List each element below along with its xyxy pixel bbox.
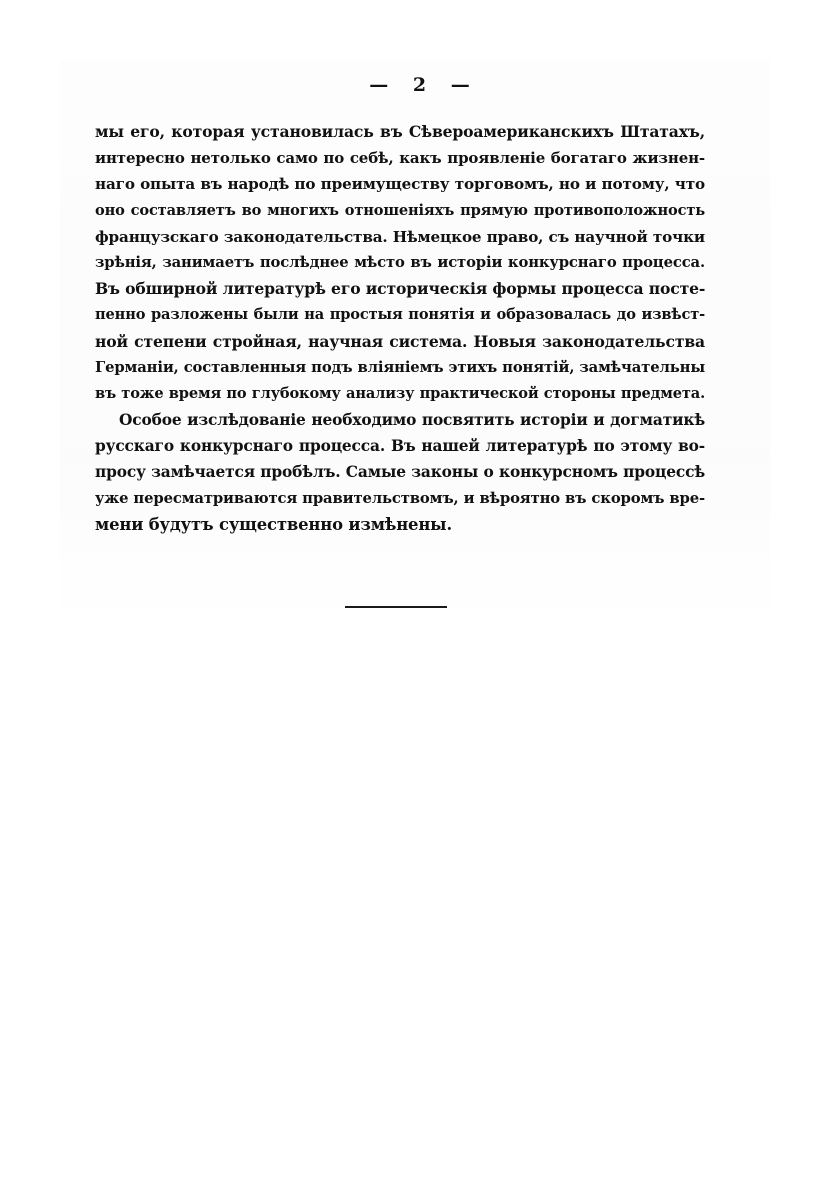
text-line: оно составляетъ во многихъ отношеніяхъ прямую противоположность (95, 201, 705, 219)
section-end-rule (345, 606, 447, 608)
text-line: русскаго конкурснаго процесса. Въ нашей литературѣ по этому во- (95, 437, 705, 456)
text-line: ной степени стройная, научная система. Новыя законодательства (95, 331, 705, 351)
text-line: пенно разложены были на простыя понятія и образовалась до извѣст- (95, 306, 705, 324)
page-number-dash-right: — (450, 74, 471, 96)
text-line: мы его, которая установилась въ Сѣвероамериканскихъ Штатахъ, (95, 122, 705, 141)
text-line: мени будутъ существенно измѣнены. (95, 514, 453, 534)
page-number-header (0, 74, 840, 96)
text-line: французскаго законодательства. Нѣмецкое право, съ научной точки (95, 227, 705, 246)
paragraph-2 (95, 407, 705, 538)
text-line: уже пересматриваются правительствомъ, и вѣроятно въ скоромъ вре- (95, 489, 705, 507)
text-line: наго опыта въ народѣ по преимуществу торговомъ, но и потому, что (95, 175, 705, 194)
text-line: Особое изслѣдованіе необходимо посвятить исторіи и догматикѣ (119, 411, 705, 430)
text-line: просу замѣчается пробѣлъ. Самые законы о конкурсномъ процессѣ (95, 463, 705, 482)
text-line: въ тоже время по глубокому анализу практической стороны предмета. (95, 384, 705, 402)
page-number: 2 (412, 74, 428, 96)
text-line: Въ обширной литературѣ его историческія формы процесса посте- (95, 279, 706, 299)
text-line: зрѣнія, занимаетъ послѣднее мѣсто въ исторіи конкурснаго процесса. (95, 253, 705, 271)
paragraph-1 (95, 119, 705, 407)
text-line: интересно нетолько само по себѣ, какъ проявленіе богатаго жизнен- (95, 149, 705, 168)
body-text (95, 119, 705, 538)
page-number-dash-left: — (369, 74, 390, 96)
text-line: Германіи, составленныя подъ вліяніемъ этихъ понятій, замѣчательны (95, 358, 705, 376)
